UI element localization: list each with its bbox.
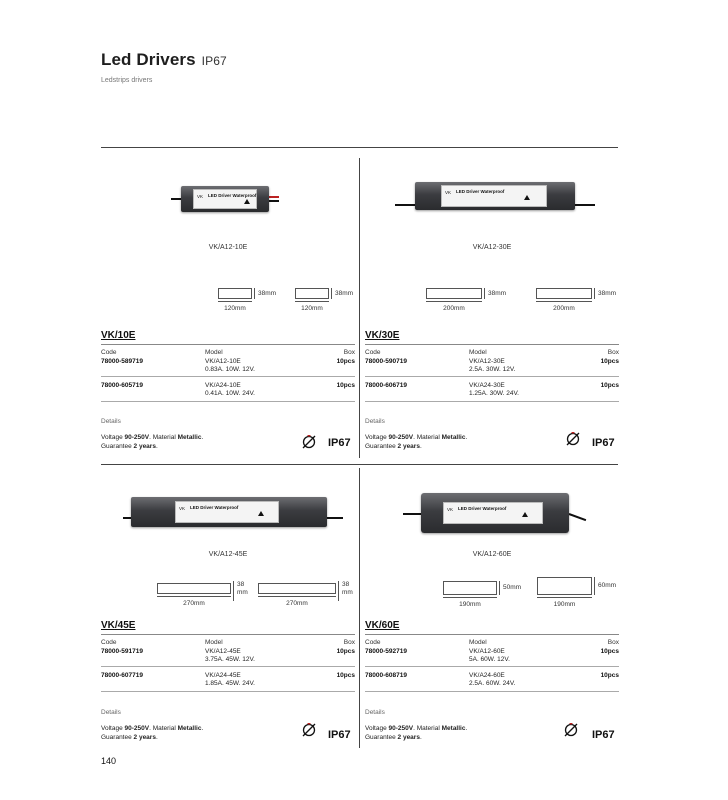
row-divider xyxy=(365,666,619,667)
series-title: VK/45E xyxy=(101,620,136,631)
dimension-height: 38mm xyxy=(254,288,276,299)
row-code: 78000-608719 xyxy=(365,672,407,679)
row-code: 78000-605719 xyxy=(101,382,143,389)
dimension-height: 38mm xyxy=(331,288,353,299)
product-panel-30e xyxy=(365,160,619,475)
page-title-rating: IP67 xyxy=(201,54,227,68)
row-box: 10pcs xyxy=(600,648,619,655)
driver-label-title: LED Driver Waterproof xyxy=(458,506,507,511)
series-title: VK/10E xyxy=(101,330,136,341)
row-code: 78000-606719 xyxy=(365,382,407,389)
details-label: Details xyxy=(101,709,121,716)
driver-label-title: LED Driver Waterproof xyxy=(456,189,505,194)
row-model: VK/A12-45E xyxy=(205,648,241,655)
details-material: Metallic xyxy=(441,725,466,732)
driver-housing xyxy=(181,186,269,212)
row-divider xyxy=(101,666,355,667)
spec-rule xyxy=(365,344,619,345)
row-divider xyxy=(365,691,619,692)
cable-left xyxy=(403,513,423,515)
details-material-suffix: . xyxy=(465,434,468,441)
spec-rule xyxy=(101,344,355,345)
brand-logo: VK xyxy=(179,506,186,511)
details-material-suffix: . xyxy=(201,434,204,441)
row-spec: 0.83A. 10W. 12V. xyxy=(205,366,255,373)
row-spec: 2.5A. 60W. 24V. xyxy=(469,680,516,687)
product-photo xyxy=(171,180,281,220)
details-label: Details xyxy=(365,709,385,716)
row-code: 78000-589719 xyxy=(101,358,143,365)
dimension-height: 60mm xyxy=(594,577,616,595)
driver-housing xyxy=(131,497,327,527)
row-model: VK/A24-60E xyxy=(469,672,505,679)
driver-label xyxy=(193,189,257,209)
series-title: VK/30E xyxy=(365,330,400,341)
details-guarantee: 2 years xyxy=(397,734,420,741)
column-head-model: Model xyxy=(205,639,223,646)
driver-housing xyxy=(415,182,575,210)
row-box: 10pcs xyxy=(336,382,355,389)
product-photo xyxy=(395,174,595,219)
row-box: 10pcs xyxy=(600,382,619,389)
row-spec: 3.75A. 45W. 12V. xyxy=(205,656,255,663)
row-box: 10pcs xyxy=(336,648,355,655)
no-disassembly-icon xyxy=(301,433,317,449)
product-panel-10e xyxy=(101,160,355,475)
details-material-prefix: . Material xyxy=(149,725,178,732)
dimension-outline xyxy=(295,288,329,299)
dimension-width: 190mm xyxy=(443,597,497,608)
details-guarantee-suffix: . xyxy=(419,443,422,450)
dimension-outline xyxy=(258,583,336,594)
details-material-prefix: . Material xyxy=(149,434,178,441)
details-label: Details xyxy=(101,418,121,425)
column-head-box: Box xyxy=(607,639,619,646)
details-guarantee: 2 years xyxy=(133,443,156,450)
dimension-height: 38 mm xyxy=(338,581,356,601)
column-head-model: Model xyxy=(469,639,487,646)
details-label: Details xyxy=(365,418,385,425)
details-material-prefix: . Material xyxy=(413,434,442,441)
row-model: VK/A12-30E xyxy=(469,358,505,365)
details-guarantee-suffix: . xyxy=(155,734,158,741)
details-material-suffix: . xyxy=(465,725,468,732)
details-voltage-prefix: Voltage xyxy=(365,434,389,441)
ip-rating-badge: IP67 xyxy=(592,437,615,449)
details-voltage-prefix: Voltage xyxy=(101,434,125,441)
cable-right xyxy=(569,513,587,521)
dimension-height: 38mm xyxy=(594,288,616,299)
details-material-prefix: . Material xyxy=(413,725,442,732)
details-voltage: 90-250V xyxy=(124,434,150,441)
column-head-model: Model xyxy=(469,349,487,356)
row-spec: 0.41A. 10W. 24V. xyxy=(205,390,255,397)
brand-logo: VK xyxy=(447,507,454,512)
model-caption: VK/A12-60E xyxy=(472,551,512,558)
details-text xyxy=(101,433,203,451)
dimension-outline xyxy=(537,577,592,595)
series-title: VK/60E xyxy=(365,620,400,631)
details-voltage: 90-250V xyxy=(388,725,414,732)
dimension-height: 38mm xyxy=(484,288,506,299)
brand-logo: VK xyxy=(445,190,452,195)
dimension-width: 120mm xyxy=(295,301,329,312)
dimension-width: 200mm xyxy=(426,301,482,312)
page-number: 140 xyxy=(101,756,117,766)
page-subtitle: Ledstrips drivers xyxy=(101,77,153,84)
row-spec: 1.25A. 30W. 24V. xyxy=(469,390,519,397)
ip-rating-badge: IP67 xyxy=(328,729,351,741)
column-head-code: Code xyxy=(365,349,381,356)
row-spec: 2.5A. 30W. 12V. xyxy=(469,366,516,373)
top-divider xyxy=(101,147,618,148)
details-voltage-prefix: Voltage xyxy=(101,725,125,732)
row-model: VK/A24-10E xyxy=(205,382,241,389)
ip-rating-badge: IP67 xyxy=(328,437,351,449)
dimension-outline xyxy=(426,288,482,299)
column-head-box: Box xyxy=(607,349,619,356)
row-model: VK/A12-10E xyxy=(205,358,241,365)
spec-rule xyxy=(101,634,355,635)
column-head-box: Box xyxy=(343,349,355,356)
row-code: 78000-607719 xyxy=(101,672,143,679)
driver-label xyxy=(443,502,543,524)
driver-label-title: LED Driver Waterproof xyxy=(190,505,239,510)
column-divider-bottom xyxy=(359,468,360,748)
row-box: 10pcs xyxy=(336,672,355,679)
row-model: VK/A12-60E xyxy=(469,648,505,655)
product-photo xyxy=(403,489,593,539)
warning-icon xyxy=(524,195,530,200)
row-spec: 5A. 60W. 12V. xyxy=(469,656,510,663)
row-divider xyxy=(365,401,619,402)
details-guarantee-suffix: . xyxy=(419,734,422,741)
driver-housing xyxy=(421,493,569,533)
row-box: 10pcs xyxy=(600,358,619,365)
product-photo xyxy=(123,491,343,531)
spec-rule xyxy=(365,634,619,635)
row-model: VK/A24-30E xyxy=(469,382,505,389)
row-box: 10pcs xyxy=(600,672,619,679)
details-voltage: 90-250V xyxy=(388,434,414,441)
row-code: 78000-590719 xyxy=(365,358,407,365)
dimension-width: 200mm xyxy=(536,301,592,312)
dimension-height: 38 mm xyxy=(233,581,251,601)
details-material-suffix: . xyxy=(201,725,204,732)
dimension-outline xyxy=(443,581,497,595)
row-divider xyxy=(365,376,619,377)
column-head-code: Code xyxy=(101,349,117,356)
model-caption: VK/A12-30E xyxy=(472,244,512,251)
details-guarantee-prefix: Guarantee xyxy=(101,443,134,450)
details-guarantee-suffix: . xyxy=(155,443,158,450)
driver-label-title: LED Driver Waterproof xyxy=(208,193,257,198)
no-disassembly-icon xyxy=(563,721,579,737)
dimension-outline xyxy=(218,288,252,299)
dimension-width: 270mm xyxy=(258,596,336,607)
row-box: 10pcs xyxy=(336,358,355,365)
details-text xyxy=(101,724,203,742)
details-text xyxy=(365,433,467,451)
page-title xyxy=(101,50,227,70)
row-divider xyxy=(101,401,355,402)
details-guarantee: 2 years xyxy=(133,734,156,741)
column-head-code: Code xyxy=(365,639,381,646)
ip-rating-badge: IP67 xyxy=(592,729,615,741)
column-divider-top xyxy=(359,158,360,458)
dimension-outline xyxy=(157,583,231,594)
details-material: Metallic xyxy=(177,434,202,441)
row-model: VK/A24-45E xyxy=(205,672,241,679)
row-spec: 1.85A. 45W. 24V. xyxy=(205,680,255,687)
column-head-model: Model xyxy=(205,349,223,356)
product-panel-60e xyxy=(365,467,619,782)
driver-label xyxy=(441,185,547,207)
details-guarantee: 2 years xyxy=(397,443,420,450)
brand-logo: VK xyxy=(197,194,204,199)
details-voltage: 90-250V xyxy=(124,725,150,732)
warning-icon xyxy=(258,511,264,516)
model-caption: VK/A12-10E xyxy=(208,244,248,251)
dimension-width: 270mm xyxy=(157,596,231,607)
details-material: Metallic xyxy=(177,725,202,732)
page-title-text: Led Drivers xyxy=(101,50,196,69)
details-text xyxy=(365,724,467,742)
row-code: 78000-592719 xyxy=(365,648,407,655)
row-divider xyxy=(101,376,355,377)
no-disassembly-icon xyxy=(565,430,581,446)
warning-icon xyxy=(522,512,528,517)
dimension-width: 190mm xyxy=(537,597,592,608)
cable-left xyxy=(395,204,417,206)
details-voltage-prefix: Voltage xyxy=(365,725,389,732)
column-head-code: Code xyxy=(101,639,117,646)
no-disassembly-icon xyxy=(301,721,317,737)
row-code: 78000-591719 xyxy=(101,648,143,655)
details-guarantee-prefix: Guarantee xyxy=(365,443,398,450)
product-panel-45e xyxy=(101,467,355,782)
details-material: Metallic xyxy=(441,434,466,441)
dimension-outline xyxy=(536,288,592,299)
warning-icon xyxy=(244,199,250,204)
row-divider xyxy=(101,691,355,692)
driver-label xyxy=(175,501,279,523)
dimension-height: 50mm xyxy=(499,581,521,595)
details-guarantee-prefix: Guarantee xyxy=(365,734,398,741)
details-guarantee-prefix: Guarantee xyxy=(101,734,134,741)
column-head-box: Box xyxy=(343,639,355,646)
model-caption: VK/A12-45E xyxy=(208,551,248,558)
dimension-width: 120mm xyxy=(218,301,252,312)
